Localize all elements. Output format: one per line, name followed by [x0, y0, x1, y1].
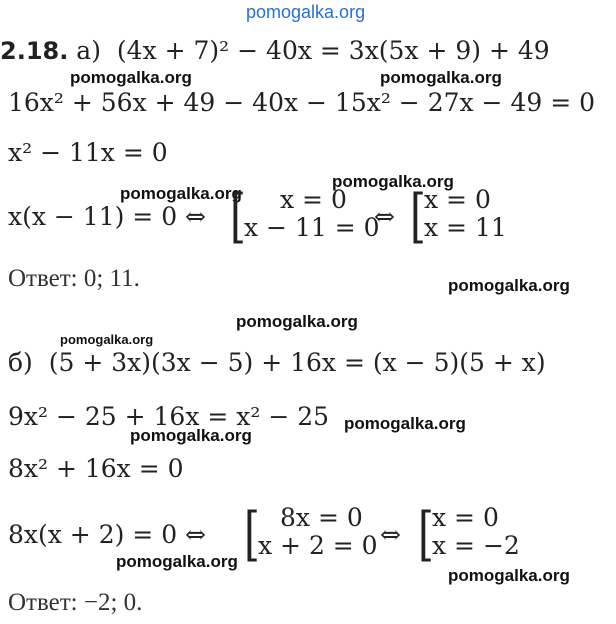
part-a-eq2: 16x² + 56x + 49 − 40x − 15x² − 27x − 49 = 0 [8, 88, 596, 117]
part-b-system-1 [244, 500, 378, 568]
part-b-eq3: 8x² + 16x = 0 [8, 454, 184, 483]
bracket-symbol: [ [230, 182, 246, 250]
watermark: pomogalka.org [380, 68, 502, 87]
watermark: pomogalka.org [130, 426, 252, 445]
system-row: x = 0 [280, 185, 347, 214]
watermark: pomogalka.org [120, 184, 242, 203]
system-row: x = 11 [424, 213, 507, 242]
equivalence-arrow: ⇔ [374, 202, 395, 231]
part-a-system-2 [410, 182, 507, 250]
watermark: pomogalka.org [448, 276, 570, 295]
system-row: x = −2 [432, 531, 520, 560]
bracket-symbol: [ [410, 182, 426, 250]
part-a-answer: Ответ: 0; 11. [8, 265, 140, 292]
part-a-eq3: x² − 11x = 0 [8, 138, 168, 167]
line-a1 [0, 36, 550, 66]
problem-number: 2.18. [0, 37, 69, 65]
watermark: pomogalka.org [448, 566, 570, 585]
part-a-eq1: (4x + 7)² − 40x = 3x(5x + 9) + 49 [116, 36, 550, 65]
part-a-label: а) [76, 36, 101, 65]
watermark: pomogalka.org [116, 552, 238, 571]
system-row: x + 2 = 0 [258, 531, 378, 560]
watermark-top: pomogalka.org [246, 2, 366, 22]
part-a-eq4-left: x(x − 11) = 0 ⇔ [8, 202, 206, 231]
watermark: pomogalka.org [236, 312, 358, 331]
part-b-eq1: (5 + 3x)(3x − 5) + 16x = (x − 5)(5 + x) [48, 348, 546, 377]
bracket-symbol: [ [418, 500, 434, 568]
bracket-symbol: [ [244, 500, 260, 568]
part-b-system-2 [418, 500, 520, 568]
part-b-eq2: 9x² − 25 + 16x = x² − 25 [8, 402, 330, 431]
system-row: x − 11 = 0 [244, 213, 380, 242]
equivalence-arrow: ⇔ [380, 520, 401, 549]
part-b-answer: Ответ: −2; 0. [8, 589, 143, 616]
watermark: pomogalka.org [332, 172, 454, 191]
watermark: pomogalka.org [70, 68, 192, 87]
system-row: x = 0 [432, 503, 499, 532]
part-a-system-1 [230, 182, 380, 250]
line-b1 [8, 348, 546, 378]
part-b-eq4-left: 8x(x + 2) = 0 ⇔ [8, 520, 206, 549]
watermark: pomogalka.org [60, 332, 154, 347]
watermark: pomogalka.org [344, 414, 466, 433]
system-row: x = 0 [424, 185, 491, 214]
system-row: 8x = 0 [280, 503, 363, 532]
part-b-label: б) [8, 348, 33, 377]
